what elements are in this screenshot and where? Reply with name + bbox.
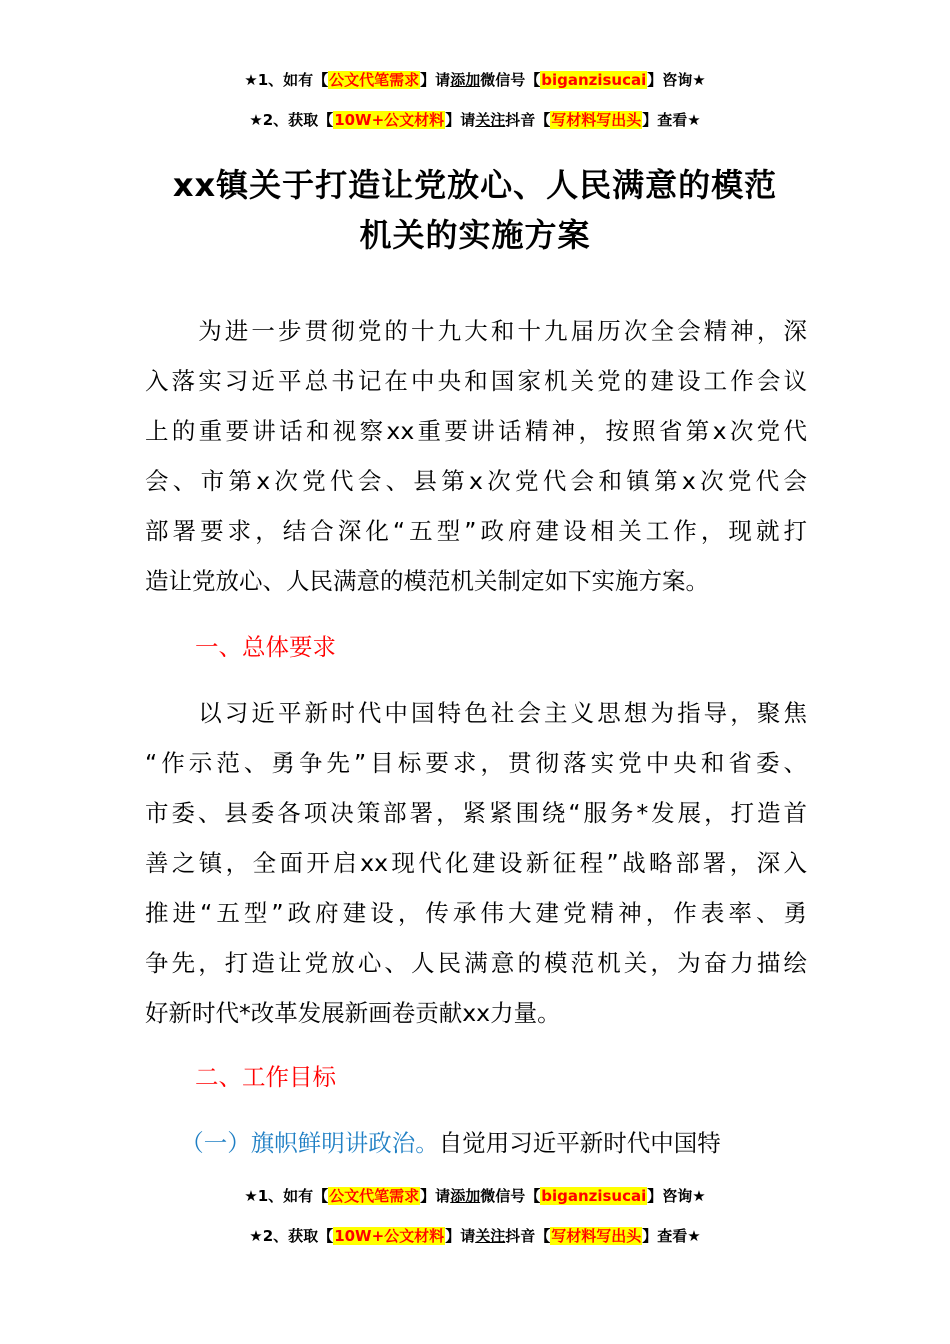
- paragraph-line: 为进一步贯彻党的十九大和十九届历次全会精神，深: [145, 317, 807, 345]
- banner-highlight: 写材料写出头: [551, 111, 642, 129]
- banner-underline: 添加: [450, 71, 481, 89]
- banner-underline: 关注: [475, 1227, 506, 1245]
- banner-text: 】请: [420, 71, 451, 89]
- paragraph-line: 推进“五型”政府建设，传承伟大建党精神，作表率、勇: [145, 899, 807, 927]
- banner-highlight: biganzisucai: [541, 71, 647, 89]
- footer-banner-line-2: [0, 1224, 950, 1248]
- paragraph-line: 上的重要讲话和视察xx重要讲话精神，按照省第x次党代: [145, 417, 807, 445]
- banner-text: 】请: [420, 1187, 451, 1205]
- banner-text: 微信号【: [480, 71, 541, 89]
- banner-text: 】请: [445, 1227, 476, 1245]
- banner-highlight: 公文代笔需求: [329, 71, 420, 89]
- banner-text: ★1、如有【: [244, 1187, 329, 1205]
- banner-highlight: biganzisucai: [541, 1187, 647, 1205]
- banner-underline: 添加: [450, 1187, 481, 1205]
- paragraph-line: 部署要求，结合深化“五型”政府建设相关工作，现就打: [145, 517, 807, 545]
- banner-underline: 关注: [475, 111, 506, 129]
- banner-text: 】查看★: [642, 1227, 701, 1245]
- requirements-paragraph: [145, 688, 807, 1038]
- paragraph-line: 以习近平新时代中国特色社会主义思想为指导，聚焦: [145, 699, 807, 727]
- paragraph-line: [145, 1118, 807, 1168]
- banner-text: ★1、如有【: [244, 71, 329, 89]
- banner-highlight: 写材料写出头: [551, 1227, 642, 1245]
- banner-text: ★2、获取【: [249, 1227, 334, 1245]
- paragraph-text: 自觉用习近平新时代中国特: [438, 1129, 721, 1157]
- banner-text: 】查看★: [642, 111, 701, 129]
- header-banner-line-1: [0, 68, 950, 92]
- paragraph-line: 善之镇，全面开启xx现代化建设新征程”战略部署，深入: [145, 849, 807, 877]
- banner-text: 】请: [445, 111, 476, 129]
- paragraph-line: 会、市第x次党代会、县第x次党代会和镇第x次党代会: [145, 467, 807, 495]
- paragraph-line: 造让党放心、人民满意的模范机关制定如下实施方案。: [145, 567, 709, 595]
- banner-text: ★2、获取【: [249, 111, 334, 129]
- paragraph-line: “作示范、勇争先”目标要求，贯彻落实党中央和省委、: [145, 749, 807, 777]
- banner-text: 抖音【: [505, 111, 551, 129]
- goals-paragraph: [145, 1118, 807, 1168]
- section-heading-1: 一、总体要求: [195, 633, 336, 661]
- banner-text: 微信号【: [480, 1187, 541, 1205]
- paragraph-line: 好新时代*改革发展新画卷贡献xx力量。: [145, 999, 561, 1027]
- paragraph-line: 入落实习近平总书记在中央和国家机关党的建设工作会议: [145, 367, 807, 395]
- banner-text: 】咨询★: [647, 1187, 706, 1205]
- banner-text: 抖音【: [505, 1227, 551, 1245]
- document-title: [145, 160, 805, 260]
- banner-highlight: 10W+公文材料: [334, 1227, 445, 1245]
- title-line: 机关的实施方案: [359, 216, 591, 254]
- subheading-lead: （一）旗帜鲜明讲政治。: [192, 1129, 439, 1157]
- section-heading-2: 二、工作目标: [195, 1063, 336, 1091]
- intro-paragraph: [145, 306, 807, 606]
- banner-highlight: 公文代笔需求: [329, 1187, 420, 1205]
- paragraph-line: 市委、县委各项决策部署，紧紧围绕“服务*发展，打造首: [145, 799, 807, 827]
- header-banner-line-2: [0, 108, 950, 132]
- banner-text: 】咨询★: [647, 71, 706, 89]
- banner-highlight: 10W+公文材料: [334, 111, 445, 129]
- title-line: xx镇关于打造让党放心、人民满意的模范: [172, 166, 778, 204]
- footer-banner-line-1: [0, 1184, 950, 1208]
- indent: [145, 1129, 192, 1157]
- paragraph-line: 争先，打造让党放心、人民满意的模范机关，为奋力描绘: [145, 949, 807, 977]
